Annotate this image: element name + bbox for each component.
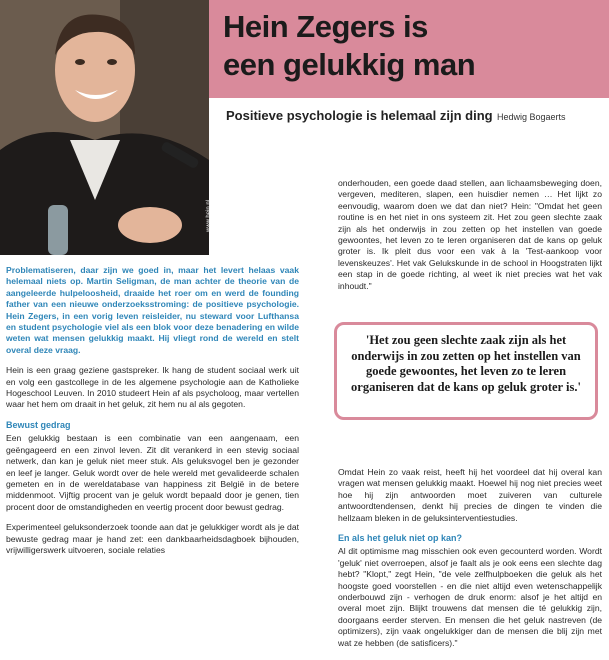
right-column-bottom bbox=[338, 467, 602, 658]
title-line-2: een gelukkig man bbox=[223, 47, 476, 82]
right-column-top bbox=[338, 178, 602, 301]
photo-credit: www.hein.nl bbox=[206, 200, 212, 233]
portrait-photo bbox=[0, 0, 212, 255]
title-line-1: Hein Zegers is bbox=[223, 9, 428, 44]
body-paragraph-1: Hein is een graag geziene gastspreker. Ik hang de student sociaal werk uit en volg een gastcollege in de les algemene psychologie aan de Katholieke Hogeschool Leuven. In 2010 studeert Hein af als psycholoog, maar vertellen waar het hem om draait in het geluk, zit hem nu al als gegoten. bbox=[6, 365, 299, 410]
body-paragraph-3: Experimenteel geluksonderzoek toonde aan dat je gelukkiger wordt als je dat bewuste gedrag maar je hand zet: een dankbaarheidsdagboek bijhouden, vrijwilligerswerk uitvoeren, sociale relaties bbox=[6, 522, 299, 555]
body-paragraph-6: Al dit optimisme mag misschien ook even gecounterd worden. Wordt 'geluk' niet overroepen, alsof je faalt als je ook eens een slechte dag hebt? "Klopt," zegt Hein, "de vele zelfhulpboeken die geluk als het hoogste goed voorstellen - en die niet altijd even wetenschappelijk onderbouwd zijn - verhogen de druk enorm: alsof je het altijd en overal moet zijn. Blijkt trouwens dat mensen die té gelukkig zijn, doorgaans eerder sterven. En mensen die het geluk nastreven (de optimizers), zijn vaak ongelukkiger dan de mensen die blij zijn met wat ze hebben (de satisficers)." bbox=[338, 546, 602, 648]
title-band bbox=[209, 0, 609, 98]
lead-paragraph: Problematiseren, daar zijn we goed in, maar het levert helaas vaak helemaal niets op. Martin Seligman, de man achter de theorie van de aangeleerde hulpeloosheid, draaide het roer om en werd de founding father van een nieuwe onderzoeksstroming: de positieve psychologie. Hein Zegers, in een vorig leven reisleider, nu steward voor Lufthansa en student psychologie viel als een blok voor deze benadering en wilde weten wat mensen gelukkig maakt. Hij vliegt rond de wereld en stelt overal deze vraag. bbox=[6, 265, 299, 355]
section-heading-bewust-gedrag: Bewust gedrag bbox=[6, 419, 71, 430]
body-paragraph-5: Omdat Hein zo vaak reist, heeft hij het voordeel dat hij overal kan vragen wat mensen gelukkig maakt. Hoewel hij nog niet precies weet hoe hij zijn antwoorden moet zuiveren van culturele antwoordtendensen, denkt hij precies de dingen te vinden die hellzaam bleken in de geluksinterventiestudies. bbox=[338, 467, 602, 523]
portrait-illustration bbox=[0, 0, 209, 255]
section-heading-geluk: En als het geluk niet op kan? bbox=[338, 533, 463, 544]
subtitle: Positieve psychologie is helemaal zijn ding bbox=[226, 108, 493, 123]
page-title bbox=[223, 8, 475, 84]
pull-quote: 'Het zou geen slechte zaak zijn als het onderwijs in zou zetten op het instellen van goede gewoontes, het leven zo te leren organiseren dat de kans op geluk groter is.' bbox=[334, 322, 598, 420]
left-column bbox=[6, 265, 299, 565]
body-paragraph-4: onderhouden, een goede daad stellen, aan lichaamsbeweging doen, vergeven, mediteren, slapen, een huisdier nemen … Het lijkt zo eenvoudig, waarom doen we dat dan niet? Hein: "Omdat het geen routine is en het niet in ons systeem zit. Het zou geen slechte zaak zijn als het onderwijs in zou zetten op het instellen van goede gewoontes, het leven zo te leren organiseren dat de kans op geluk groter is. Ik pleit dus voor een vak à la 'Test-aankoop voor levenskeuzes'. Het vak Gelukskunde in de school in Hoogstraten lijkt een stap in de goede richting, al weet ik niet precies wat het vak inhoudt." bbox=[338, 178, 602, 291]
body-paragraph-2: Een gelukkig bestaan is een combinatie van een aangenaam, een geëngageerd en een zinvol leven. Zit dit verankerd in een stevig sociaal netwerk, dan kan je geluk niet meer stuk. Als geluksvogel ben je gezonder en leef je langer. Geluk wordt over de hele wereld met gevalideerde schalen gemeten en in de wereldatabase van happiness zit België in de betere middenmoot. Vijftig procent van je geluk wordt bepaald door je genen, tien procent door de omstandigheden en veertig procent door bewust gedrag. bbox=[6, 433, 299, 512]
author-byline: Hedwig Bogaerts bbox=[497, 112, 566, 122]
